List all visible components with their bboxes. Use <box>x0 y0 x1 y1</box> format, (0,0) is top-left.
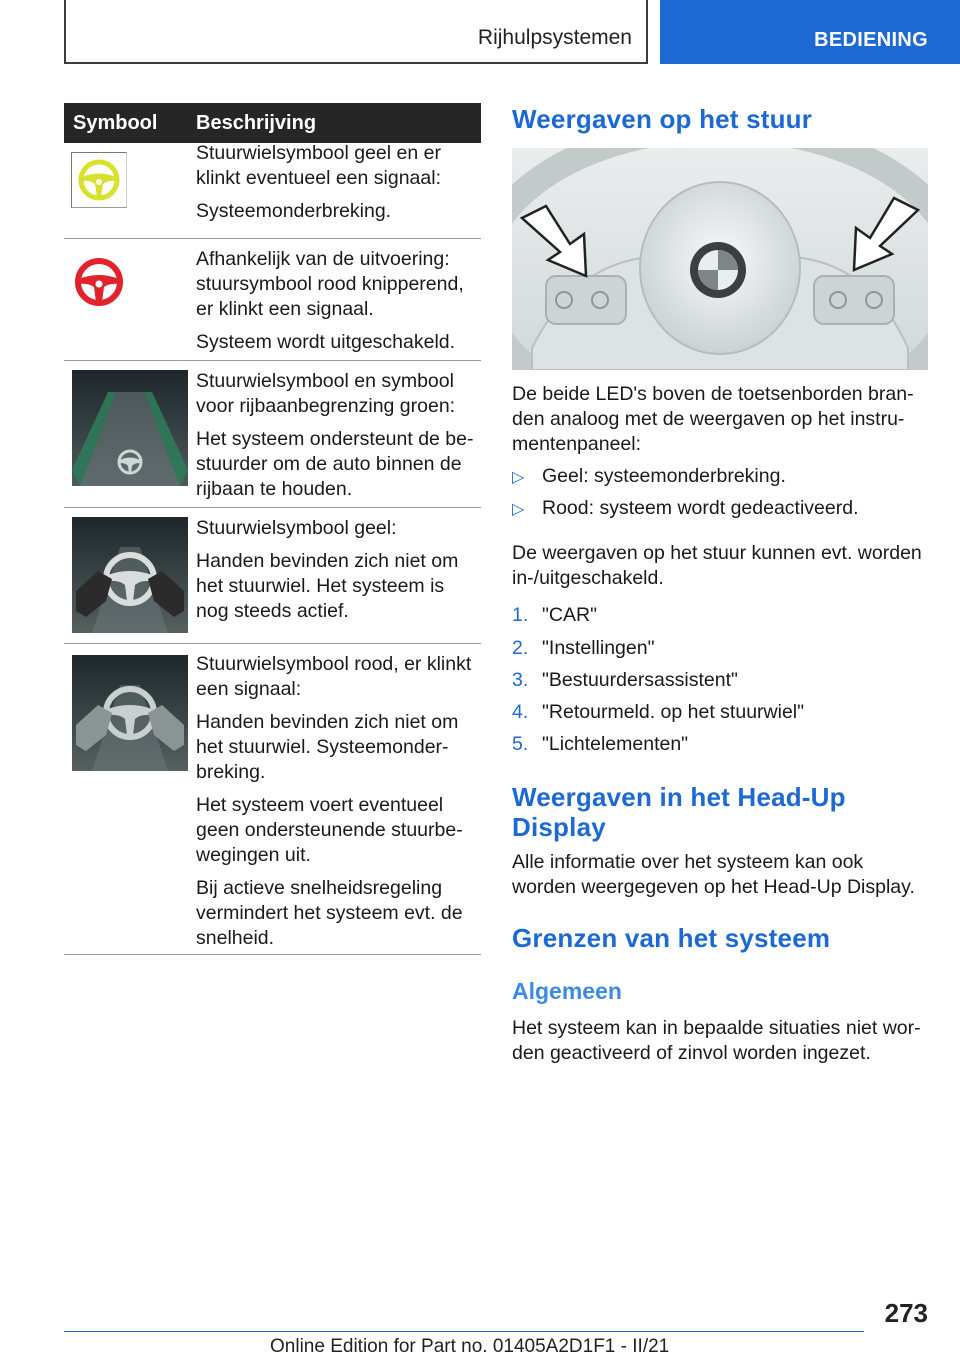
triangle-bullet-icon: ▷ <box>512 501 525 518</box>
steering-wheel-photo <box>512 148 928 370</box>
column-header-symbol: Symbool <box>73 111 158 134</box>
table-row <box>64 143 481 239</box>
footer-divider <box>64 1331 864 1332</box>
paragraph-hud: Alle informatie over het systeem kan ook worden weergegeven op het Head-Up Display. <box>512 851 915 898</box>
table-row <box>64 361 481 508</box>
table-row <box>64 644 481 955</box>
paragraph-limits: Het systeem kan in bepaalde situaties niet wor-den geactiveerd of zinvol worden ingezet. <box>512 1017 921 1064</box>
heading-hud: Weergaven in het Head-Up Display <box>512 782 846 842</box>
heading-limits: Grenzen van het systeem <box>512 923 831 953</box>
row-description: Stuurwielsymbool en symbool voor rijbaanbegrenzing groen: Het systeem ondersteunt de be-stuurder om de auto binnen de rijbaan te houden. <box>196 370 474 500</box>
page-number: 273 <box>884 1298 928 1328</box>
table-row <box>64 508 481 644</box>
subheading-general: Algemeen <box>512 978 622 1004</box>
paragraph-toggle: De weergaven op het stuur kunnen evt. worden in-/uitgeschakeld. <box>512 542 922 589</box>
header-section-box <box>64 0 648 64</box>
table-header <box>64 103 481 143</box>
lane-guidance-display-image <box>72 370 188 486</box>
steering-wheel-red-icon <box>70 253 128 311</box>
row-description: Stuurwielsymbool geel: Handen bevinden zich niet om het stuurwiel. Het systeem is nog steeds actief. <box>196 517 459 622</box>
triangle-bullet-icon: ▷ <box>512 469 525 486</box>
hands-off-yellow-display-image <box>72 517 188 633</box>
chapter-tab <box>660 0 960 64</box>
table-row <box>64 239 481 361</box>
row-description: Stuurwielsymbool geel en er klinkt eventueel een signaal: Systeemonderbreking. <box>196 142 441 222</box>
chapter-title: BEDIENING <box>814 29 928 51</box>
hands-off-red-display-image <box>72 655 188 771</box>
footer-edition: Online Edition for Part no. 01405A2D1F1 - II/21 <box>270 1336 670 1357</box>
row-description: Stuurwielsymbool rood, er klinkt een signaal: Handen bevinden zich niet om het stuurwiel. Systeemonder-breking. Het systeem voert eventueel geen ondersteunende stuurbe-wegingen uit. Bij actieve snelheidsregeling vermindert het systeem evt. de snelheid. <box>196 653 472 949</box>
section-title: Rijhulpsystemen <box>477 26 632 49</box>
symbol-table <box>64 103 481 955</box>
column-header-description: Beschrijving <box>196 111 317 134</box>
steering-wheel-yellow-icon <box>71 152 127 208</box>
paragraph-led-intro: De beide LED's boven de toetsenborden bran-den analoog met de weergaven op het instru-mentenpaneel: <box>512 383 914 455</box>
heading-steering-displays: Weergaven op het stuur <box>512 104 813 134</box>
row-description: Afhankelijk van de uitvoering: stuursymbool rood knipperend, er klinkt een signaal. Systeem wordt uitgeschakeld. <box>196 248 464 353</box>
